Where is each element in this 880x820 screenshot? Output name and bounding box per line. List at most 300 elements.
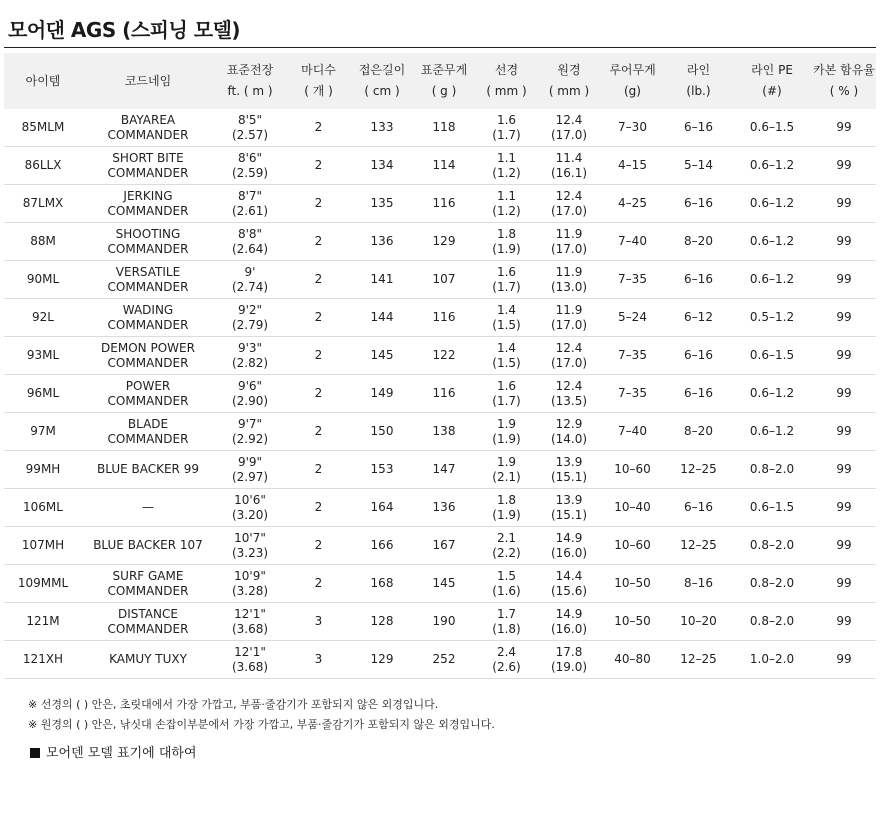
cell-pe bbox=[732, 375, 812, 413]
cell-code bbox=[82, 261, 214, 299]
column-header bbox=[600, 53, 665, 109]
cell-weight bbox=[413, 527, 475, 565]
cell-pe bbox=[732, 299, 812, 337]
cell-closed bbox=[351, 489, 413, 527]
cell-value: 121M bbox=[26, 614, 60, 628]
cell-value: 6–16 bbox=[684, 272, 713, 286]
cell-value: 12.9 bbox=[555, 416, 583, 431]
cell-value: 2 bbox=[314, 462, 323, 476]
cell-value: 136 bbox=[370, 234, 394, 248]
cell-pe bbox=[732, 565, 812, 603]
cell-code bbox=[82, 299, 214, 337]
cell-value: 1.8 bbox=[496, 492, 517, 507]
cell-value: 7–30 bbox=[618, 120, 647, 134]
cell-lure bbox=[600, 565, 665, 603]
cell-code bbox=[82, 413, 214, 451]
cell-value: 2 bbox=[314, 120, 323, 134]
cell-value: 99 bbox=[836, 424, 852, 438]
cell-value: 116 bbox=[432, 386, 456, 400]
cell-item bbox=[4, 375, 82, 413]
cell-pieces bbox=[286, 375, 351, 413]
cell-pieces bbox=[286, 337, 351, 375]
cell-value: 106ML bbox=[23, 500, 63, 514]
cell-value: (13.0) bbox=[550, 279, 588, 294]
cell-len_ft bbox=[214, 603, 286, 641]
cell-pe bbox=[732, 451, 812, 489]
cell-value: 0.8–2.0 bbox=[749, 538, 795, 552]
cell-pieces bbox=[286, 299, 351, 337]
cell-value: 0.6–1.2 bbox=[749, 158, 795, 172]
cell-len_ft bbox=[214, 337, 286, 375]
cell-value: 107 bbox=[432, 272, 456, 286]
cell-value: BAYAREA bbox=[120, 112, 176, 127]
table-row bbox=[4, 223, 876, 261]
cell-value: 99 bbox=[836, 500, 852, 514]
cell-pieces bbox=[286, 223, 351, 261]
cell-weight bbox=[413, 299, 475, 337]
footnote-butt-diameter: ※ 원경의 ( ) 안은, 낚싯대 손잡이부분에서 가장 가깝고, 부품·줄감기가 포함되지 않은 외경입니다. bbox=[28, 718, 495, 731]
cell-value: 9'6" bbox=[237, 378, 263, 393]
cell-value: 12.4 bbox=[555, 378, 583, 393]
cell-code bbox=[82, 375, 214, 413]
cell-value: 99 bbox=[836, 652, 852, 666]
cell-item bbox=[4, 223, 82, 261]
column-header-unit: ( mm ) bbox=[486, 84, 527, 98]
column-header-unit: (#) bbox=[762, 84, 782, 98]
cell-value: (19.0) bbox=[550, 659, 588, 674]
table-row bbox=[4, 413, 876, 451]
column-header-label: 마디수 bbox=[301, 63, 336, 77]
spec-table bbox=[4, 53, 876, 679]
cell-value: 86LLX bbox=[24, 158, 62, 172]
cell-value: 9' bbox=[244, 264, 256, 279]
cell-value: (16.1) bbox=[550, 165, 588, 180]
cell-tip bbox=[475, 337, 538, 375]
cell-value: 6–16 bbox=[684, 500, 713, 514]
cell-weight bbox=[413, 641, 475, 679]
cell-value: 4–25 bbox=[618, 196, 647, 210]
column-header-label: 표준무게 bbox=[420, 63, 468, 77]
table-row bbox=[4, 337, 876, 375]
cell-weight bbox=[413, 603, 475, 641]
column-header bbox=[214, 53, 286, 109]
cell-value: 93ML bbox=[26, 348, 60, 362]
cell-carbon bbox=[812, 565, 876, 603]
cell-value: 12–25 bbox=[680, 652, 717, 666]
cell-value: 12.4 bbox=[555, 188, 583, 203]
cell-value: 99 bbox=[836, 272, 852, 286]
cell-pieces bbox=[286, 565, 351, 603]
cell-value: 190 bbox=[432, 614, 456, 628]
column-header-label: 라인 PE bbox=[751, 63, 793, 77]
cell-value: 14.9 bbox=[555, 606, 583, 621]
column-header-unit: ( % ) bbox=[829, 84, 859, 98]
cell-tip bbox=[475, 261, 538, 299]
cell-value: (15.1) bbox=[550, 507, 588, 522]
cell-value: WADING bbox=[122, 302, 174, 317]
column-header-unit: ( 개 ) bbox=[304, 84, 333, 98]
cell-value: (2.92) bbox=[231, 431, 269, 446]
cell-value: COMMANDER bbox=[107, 165, 189, 180]
column-header bbox=[351, 53, 413, 109]
cell-butt bbox=[538, 147, 600, 185]
cell-item bbox=[4, 451, 82, 489]
cell-line bbox=[665, 413, 732, 451]
cell-value: 1.8 bbox=[496, 226, 517, 241]
cell-closed bbox=[351, 185, 413, 223]
cell-value: — bbox=[142, 500, 154, 514]
title-divider bbox=[4, 47, 876, 48]
cell-closed bbox=[351, 451, 413, 489]
cell-item bbox=[4, 413, 82, 451]
cell-value: 13.9 bbox=[555, 492, 583, 507]
cell-value: 1.1 bbox=[496, 150, 517, 165]
cell-value: (1.8) bbox=[492, 621, 521, 636]
cell-item bbox=[4, 641, 82, 679]
cell-line bbox=[665, 261, 732, 299]
cell-weight bbox=[413, 451, 475, 489]
cell-closed bbox=[351, 147, 413, 185]
cell-value: 145 bbox=[432, 576, 456, 590]
table-row bbox=[4, 451, 876, 489]
cell-value: 10–40 bbox=[614, 500, 651, 514]
cell-pe bbox=[732, 223, 812, 261]
cell-value: (3.68) bbox=[231, 659, 269, 674]
cell-value: 8–20 bbox=[684, 424, 713, 438]
cell-value: 2 bbox=[314, 424, 323, 438]
cell-value: 99 bbox=[836, 120, 852, 134]
cell-closed bbox=[351, 641, 413, 679]
cell-value: 118 bbox=[432, 120, 456, 134]
cell-value: JERKING bbox=[123, 188, 173, 203]
cell-value: (17.0) bbox=[550, 127, 588, 142]
cell-value: 6–16 bbox=[684, 386, 713, 400]
cell-pe bbox=[732, 527, 812, 565]
cell-value: (3.28) bbox=[231, 583, 269, 598]
cell-code bbox=[82, 147, 214, 185]
column-header-unit: ft. ( m ) bbox=[227, 84, 273, 98]
cell-closed bbox=[351, 413, 413, 451]
cell-butt bbox=[538, 299, 600, 337]
cell-butt bbox=[538, 527, 600, 565]
cell-butt bbox=[538, 185, 600, 223]
cell-value: 149 bbox=[370, 386, 394, 400]
cell-carbon bbox=[812, 109, 876, 147]
cell-value: 0.6–1.2 bbox=[749, 386, 795, 400]
cell-value: (2.57) bbox=[231, 127, 269, 142]
cell-pe bbox=[732, 413, 812, 451]
cell-len_ft bbox=[214, 565, 286, 603]
cell-pe bbox=[732, 147, 812, 185]
cell-tip bbox=[475, 147, 538, 185]
cell-value: 109MML bbox=[17, 576, 69, 590]
cell-value: 12.4 bbox=[555, 112, 583, 127]
cell-value: BLUE BACKER 99 bbox=[97, 462, 199, 476]
cell-butt bbox=[538, 451, 600, 489]
cell-pieces bbox=[286, 413, 351, 451]
cell-len_ft bbox=[214, 147, 286, 185]
cell-code bbox=[82, 185, 214, 223]
cell-value: 12–25 bbox=[680, 538, 717, 552]
cell-value: 2 bbox=[314, 538, 323, 552]
cell-value: (1.2) bbox=[492, 165, 521, 180]
cell-line bbox=[665, 603, 732, 641]
cell-value: DEMON POWER bbox=[101, 340, 195, 355]
cell-value: SHORT BITE bbox=[112, 150, 184, 165]
cell-value: 1.7 bbox=[496, 606, 517, 621]
cell-weight bbox=[413, 109, 475, 147]
cell-butt bbox=[538, 565, 600, 603]
cell-value: 0.8–2.0 bbox=[749, 576, 795, 590]
cell-value: 99 bbox=[836, 196, 852, 210]
cell-tip bbox=[475, 451, 538, 489]
column-header-unit: (g) bbox=[624, 84, 641, 98]
column-header-label: 표준전장 bbox=[226, 63, 274, 77]
cell-pieces bbox=[286, 109, 351, 147]
cell-value: 0.6–1.2 bbox=[749, 424, 795, 438]
cell-value: 129 bbox=[432, 234, 456, 248]
cell-code bbox=[82, 223, 214, 261]
cell-value: 145 bbox=[370, 348, 394, 362]
cell-value: 134 bbox=[370, 158, 394, 172]
cell-tip bbox=[475, 641, 538, 679]
cell-value: COMMANDER bbox=[107, 241, 189, 256]
cell-value: 4–15 bbox=[618, 158, 647, 172]
cell-tip bbox=[475, 299, 538, 337]
cell-value: (2.61) bbox=[231, 203, 269, 218]
cell-value: 2 bbox=[314, 272, 323, 286]
cell-value: 138 bbox=[432, 424, 456, 438]
cell-lure bbox=[600, 527, 665, 565]
cell-closed bbox=[351, 603, 413, 641]
cell-value: 10'6" bbox=[234, 492, 266, 507]
cell-carbon bbox=[812, 603, 876, 641]
cell-line bbox=[665, 489, 732, 527]
column-header-label: 선경 bbox=[494, 63, 519, 77]
cell-value: 147 bbox=[432, 462, 456, 476]
cell-weight bbox=[413, 185, 475, 223]
cell-pe bbox=[732, 603, 812, 641]
column-header-label: 코드네임 bbox=[124, 73, 172, 88]
cell-value: (2.1) bbox=[492, 469, 521, 484]
cell-butt bbox=[538, 489, 600, 527]
cell-value: 2 bbox=[314, 234, 323, 248]
cell-lure bbox=[600, 337, 665, 375]
cell-carbon bbox=[812, 451, 876, 489]
cell-pe bbox=[732, 261, 812, 299]
cell-pieces bbox=[286, 489, 351, 527]
cell-tip bbox=[475, 109, 538, 147]
cell-value: 6–16 bbox=[684, 120, 713, 134]
cell-item bbox=[4, 261, 82, 299]
cell-closed bbox=[351, 337, 413, 375]
cell-len_ft bbox=[214, 413, 286, 451]
cell-closed bbox=[351, 527, 413, 565]
cell-value: (1.5) bbox=[492, 317, 521, 332]
cell-lure bbox=[600, 375, 665, 413]
cell-value: 99MH bbox=[25, 462, 61, 476]
column-header-label: 원경 bbox=[557, 63, 581, 77]
cell-value: POWER bbox=[125, 378, 171, 393]
cell-value: 5–24 bbox=[618, 310, 647, 324]
cell-lure bbox=[600, 641, 665, 679]
cell-value: 6–16 bbox=[684, 348, 713, 362]
cell-value: 1.9 bbox=[496, 416, 517, 431]
cell-value: 85MLM bbox=[21, 120, 65, 134]
cell-value: 2 bbox=[314, 386, 323, 400]
cell-len_ft bbox=[214, 527, 286, 565]
cell-code bbox=[82, 489, 214, 527]
cell-value: 167 bbox=[432, 538, 456, 552]
cell-value: 0.6–1.2 bbox=[749, 234, 795, 248]
column-header-unit: ( g ) bbox=[431, 84, 457, 98]
cell-value: 10–50 bbox=[614, 614, 651, 628]
cell-value: 8'7" bbox=[237, 188, 263, 203]
cell-value: 11.4 bbox=[555, 150, 583, 165]
cell-butt bbox=[538, 603, 600, 641]
cell-value: COMMANDER bbox=[107, 203, 189, 218]
cell-value: 0.8–2.0 bbox=[749, 614, 795, 628]
cell-value: 9'9" bbox=[237, 454, 263, 469]
cell-value: 9'7" bbox=[237, 416, 263, 431]
cell-code bbox=[82, 565, 214, 603]
cell-closed bbox=[351, 223, 413, 261]
cell-item bbox=[4, 109, 82, 147]
cell-value: 99 bbox=[836, 310, 852, 324]
cell-weight bbox=[413, 337, 475, 375]
cell-value: 14.4 bbox=[555, 568, 583, 583]
cell-value: SURF GAME bbox=[112, 568, 184, 583]
cell-value: 1.4 bbox=[496, 302, 517, 317]
cell-closed bbox=[351, 375, 413, 413]
cell-value: 9'3" bbox=[237, 340, 263, 355]
cell-value: 12–25 bbox=[680, 462, 717, 476]
cell-value: COMMANDER bbox=[107, 279, 189, 294]
cell-value: 1.6 bbox=[496, 112, 517, 127]
cell-code bbox=[82, 337, 214, 375]
cell-value: 7–40 bbox=[618, 234, 647, 248]
cell-butt bbox=[538, 641, 600, 679]
cell-value: (1.9) bbox=[492, 507, 521, 522]
cell-value: 8'8" bbox=[237, 226, 263, 241]
cell-value: (2.64) bbox=[231, 241, 269, 256]
cell-value: COMMANDER bbox=[107, 621, 189, 636]
cell-value: 87LMX bbox=[22, 196, 64, 210]
cell-value: (2.79) bbox=[231, 317, 269, 332]
cell-carbon bbox=[812, 489, 876, 527]
cell-line bbox=[665, 375, 732, 413]
cell-value: 5–14 bbox=[684, 158, 713, 172]
cell-value: 150 bbox=[370, 424, 394, 438]
cell-value: 0.8–2.0 bbox=[749, 462, 795, 476]
column-header bbox=[286, 53, 351, 109]
cell-carbon bbox=[812, 413, 876, 451]
cell-value: 10–60 bbox=[614, 538, 651, 552]
cell-lure bbox=[600, 147, 665, 185]
cell-tip bbox=[475, 223, 538, 261]
cell-value: 8'5" bbox=[237, 112, 263, 127]
cell-value: 0.6–1.2 bbox=[749, 272, 795, 286]
cell-value: (1.7) bbox=[492, 279, 521, 294]
column-header-unit: (lb.) bbox=[686, 84, 711, 98]
cell-value: COMMANDER bbox=[107, 355, 189, 370]
column-header bbox=[82, 53, 214, 109]
cell-value: 1.6 bbox=[496, 264, 517, 279]
cell-value: (2.90) bbox=[231, 393, 269, 408]
cell-value: (1.6) bbox=[492, 583, 521, 598]
cell-item bbox=[4, 147, 82, 185]
cell-value: BLUE BACKER 107 bbox=[93, 538, 203, 552]
cell-value: (2.59) bbox=[231, 165, 269, 180]
cell-value: (2.2) bbox=[492, 545, 521, 560]
cell-weight bbox=[413, 489, 475, 527]
cell-value: 8'6" bbox=[237, 150, 263, 165]
cell-value: 88M bbox=[30, 234, 56, 248]
page-title: 모어댄 AGS (스피닝 모델) bbox=[8, 18, 241, 42]
cell-pe bbox=[732, 641, 812, 679]
cell-value: 2 bbox=[314, 500, 323, 514]
cell-value: SHOOTING bbox=[115, 226, 181, 241]
cell-closed bbox=[351, 299, 413, 337]
cell-value: COMMANDER bbox=[107, 127, 189, 142]
cell-value: 1.9 bbox=[496, 454, 517, 469]
cell-value: 10'7" bbox=[234, 530, 266, 545]
cell-value: 133 bbox=[370, 120, 394, 134]
cell-value: 97M bbox=[30, 424, 56, 438]
table-row bbox=[4, 603, 876, 641]
cell-value: 10–20 bbox=[680, 614, 717, 628]
cell-value: 107MH bbox=[21, 538, 65, 552]
cell-value: (3.23) bbox=[231, 545, 269, 560]
cell-closed bbox=[351, 261, 413, 299]
cell-code bbox=[82, 527, 214, 565]
cell-line bbox=[665, 299, 732, 337]
cell-value: 8–16 bbox=[684, 576, 713, 590]
cell-value: (1.7) bbox=[492, 393, 521, 408]
cell-value: 0.6–1.2 bbox=[749, 196, 795, 210]
cell-value: 153 bbox=[370, 462, 394, 476]
cell-weight bbox=[413, 565, 475, 603]
cell-pieces bbox=[286, 451, 351, 489]
cell-value: 10–50 bbox=[614, 576, 651, 590]
footnote-tip-diameter: ※ 선경의 ( ) 안은, 초릿대에서 가장 가깝고, 부품·줄감기가 포함되지 않은 외경입니다. bbox=[28, 698, 439, 711]
cell-item bbox=[4, 527, 82, 565]
cell-weight bbox=[413, 147, 475, 185]
column-header-label: 라인 bbox=[686, 63, 711, 77]
cell-pieces bbox=[286, 603, 351, 641]
cell-lure bbox=[600, 261, 665, 299]
cell-value: (2.74) bbox=[231, 279, 269, 294]
column-header-unit: ( cm ) bbox=[364, 84, 400, 98]
cell-lure bbox=[600, 489, 665, 527]
table-row bbox=[4, 261, 876, 299]
cell-item bbox=[4, 603, 82, 641]
column-header bbox=[665, 53, 732, 109]
cell-len_ft bbox=[214, 109, 286, 147]
cell-value: 166 bbox=[370, 538, 394, 552]
cell-value: (1.2) bbox=[492, 203, 521, 218]
cell-value: 0.6–1.5 bbox=[749, 348, 795, 362]
cell-value: (3.68) bbox=[231, 621, 269, 636]
cell-value: (16.0) bbox=[550, 545, 588, 560]
cell-code bbox=[82, 451, 214, 489]
cell-len_ft bbox=[214, 185, 286, 223]
cell-value: KAMUY TUXY bbox=[109, 652, 187, 666]
cell-len_ft bbox=[214, 223, 286, 261]
cell-value: (15.1) bbox=[550, 469, 588, 484]
cell-value: COMMANDER bbox=[107, 317, 189, 332]
cell-line bbox=[665, 109, 732, 147]
